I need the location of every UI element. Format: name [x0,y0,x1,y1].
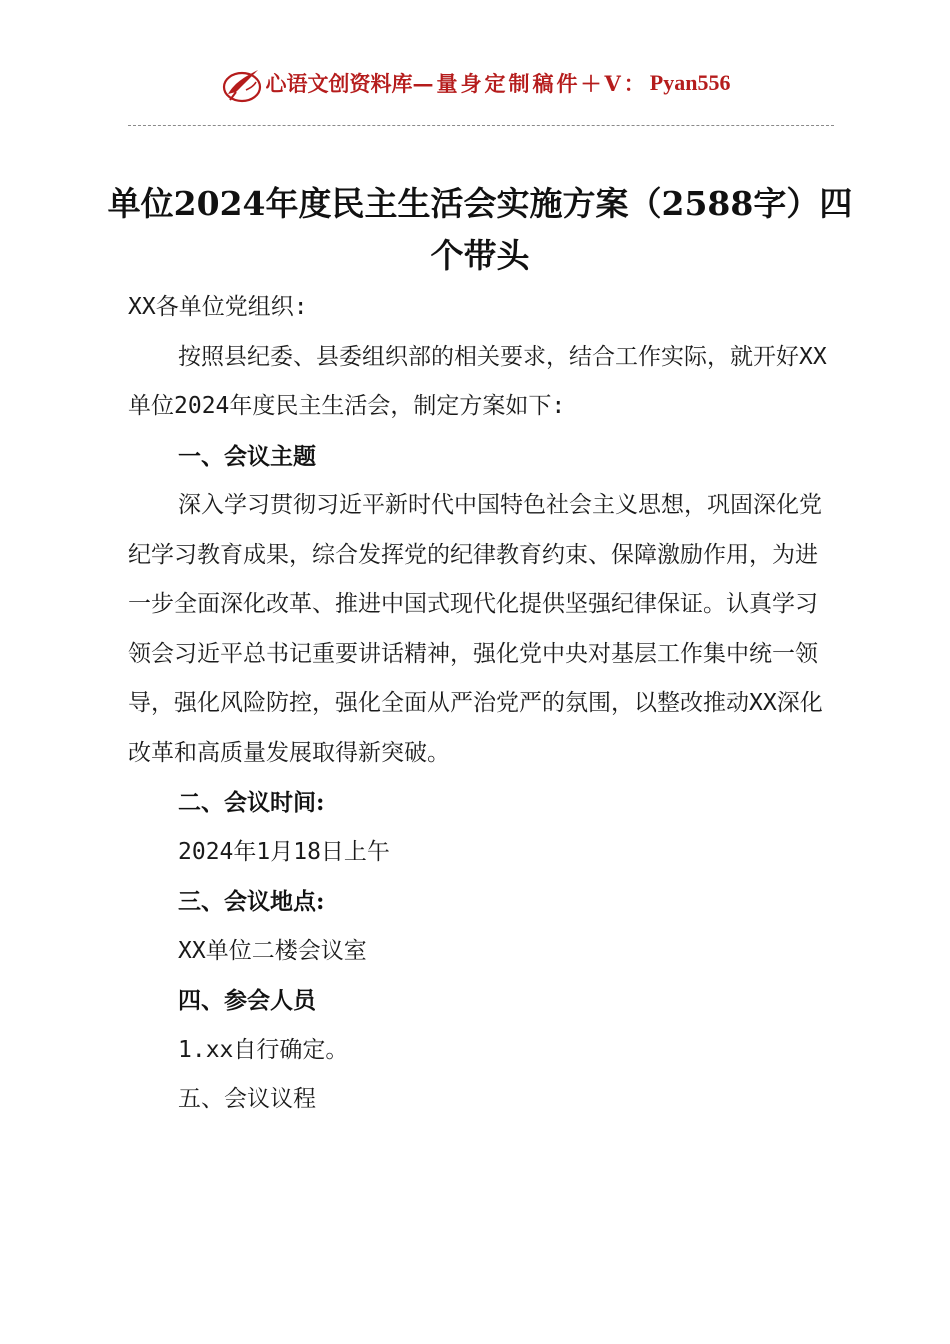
page-header [0,58,950,108]
section-heading-attendees: 四、参会人员 [178,987,316,1014]
document-title: 单位2024年度民主生活会实施方案（2588字）四个带头 [107,184,853,275]
header-divider [128,125,834,126]
section-body-time: 2024年1月18日上午 [178,838,390,865]
header-tagline: —量身定制稿件＋V： [412,71,648,96]
section-body-location: XX单位二楼会议室 [178,937,367,964]
quill-logo-icon [220,64,264,106]
salutation: XX各单位党组织: [128,294,308,320]
section-heading-time: 二、会议时间: [178,789,325,816]
section-heading-location: 三、会议地点: [178,888,325,915]
brand-name: 心语文创资料库 [265,71,413,96]
section-heading-agenda: 五、会议议程 [178,1086,316,1112]
section-body-attendees: 1.xx自行确定。 [178,1036,349,1063]
intro-paragraph: 按照县纪委、县委组织部的相关要求，结合工作实际，就开好XX单位2024年度民主生活会，制定方案如下: [128,343,827,419]
section-heading-theme: 一、会议主题 [178,442,316,470]
contact-id: Pyan556 [649,70,731,95]
section-body-theme: 深入学习贯彻习近平新时代中国特色社会主义思想，巩固深化党纪学习教育成果，综合发挥党的纪律教育约束、保障激励作用，为进一步全面深化改革、推进中国式现代化提供坚强纪律保证。认真学习领会习近平总书记重要讲话精神，强化党中央对基层工作集中统一领导，强化风险防控，强化全面从严治党严的氛围，以整改推动XX深化改革和高质量发展取得新突破。 [128,492,823,766]
document-body [128,283,828,1125]
